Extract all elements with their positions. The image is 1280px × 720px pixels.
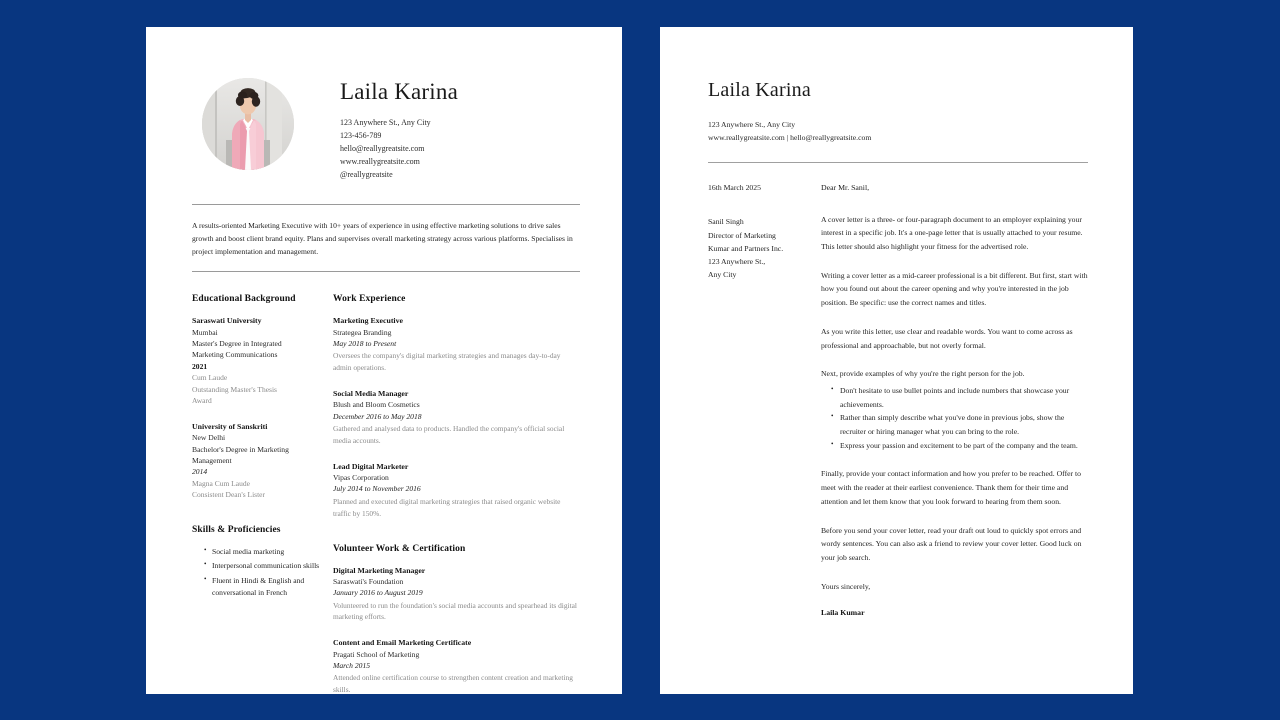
resume-left-column (192, 294, 333, 694)
section-title-skills: Skills & Proficiencies (192, 525, 281, 536)
cover-letter-page (660, 27, 1133, 694)
work-company: Strategea Branding (333, 327, 392, 337)
section-title-education: Educational Background (192, 294, 296, 305)
letter-bullet-list (821, 384, 1088, 453)
volunteer-company: Saraswati's Foundation (333, 576, 404, 586)
volunteer-description: Volunteered to run the foundation's social media accounts and spearhead its digital marketing efforts. (333, 600, 577, 622)
education-degree-line: Marketing Communications (192, 350, 278, 360)
letter-web-line: www.reallygreatsite.com | hello@reallygreatsite.com (708, 133, 872, 143)
letter-paragraph: A cover letter is a three- or four-paragraph document to an employer explaining your interest in a specific job. It's a one-page letter that is usually attached to your resume. This letter should also highlight your fitness for the advertised role. (821, 214, 1083, 252)
education-year: 2014 (192, 467, 208, 477)
volunteer-entry (333, 637, 580, 694)
letter-paragraph: Before you send your cover letter, read your draft out loud to quickly spot errors and wordy sentences. You can also ask a friend to review your cover letter. Good luck on your job search. (821, 525, 1082, 562)
contact-phone: 123-456-789 (340, 131, 382, 141)
education-entry (192, 421, 325, 501)
education-honor: Magna Cum Laude (192, 478, 250, 488)
work-company: Blush and Bloom Cosmetics (333, 400, 420, 410)
list-item: • Fluent in Hindi & English and conversational in French (204, 575, 325, 600)
recipient-title: Director of Marketing (708, 230, 776, 240)
volunteer-description: Attended online certification course to strengthen content creation and marketing skills. (333, 673, 573, 694)
resume-columns (192, 294, 580, 694)
list-item: • Express your passion and excitement to be part of the company and the team. (831, 439, 1088, 453)
skills-list (192, 546, 325, 599)
work-dates: July 2014 to November 2016 (333, 484, 421, 494)
education-honor: Cum Laude (192, 373, 228, 383)
education-school: University of Sanskriti (192, 421, 268, 431)
education-location: Mumbai (192, 327, 218, 337)
avatar (202, 78, 294, 170)
work-company: Vipas Corporation (333, 473, 389, 483)
recipient-city: Any City (708, 270, 737, 280)
list-item: • Rather than simply describe what you've done in previous jobs, show the recruiter or hiring manager what you can bring to the role. (831, 411, 1088, 438)
contact-address: 123 Anywhere St., Any City (340, 118, 431, 128)
recipient-company: Kumar and Partners Inc. (708, 243, 784, 253)
work-role: Marketing Executive (333, 316, 403, 326)
letter-body (708, 182, 1088, 617)
list-item: • Don't hesitate to use bullet points and include numbers that showcase your achievements. (831, 384, 1088, 411)
contact-handle: @reallygreatsite (340, 170, 393, 180)
contact-email: hello@reallygreatsite.com (340, 144, 425, 154)
section-title-volunteer: Volunteer Work & Certification (333, 543, 466, 554)
letter-date: 16th March 2025 (708, 182, 761, 192)
list-item: • Social media marketing (204, 546, 325, 558)
work-dates: May 2018 to Present (333, 338, 397, 348)
work-role: Lead Digital Marketer (333, 461, 409, 471)
resume-header (192, 75, 580, 182)
letter-paragraph: Finally, provide your contact information and how you prefer to be reached. Offer to meet with the reader at their earliest convenience. Thank them for their time and attention and let them know that you look forward to hearing from them soon. (821, 469, 1082, 506)
volunteer-role: Content and Email Marketing Certificate (333, 638, 472, 648)
education-honor: Outstanding Master's Thesis (192, 384, 277, 394)
letter-title: Laila Karina (708, 79, 811, 101)
divider-top (192, 204, 580, 205)
work-description: Oversees the company's digital marketing strategies and manages day-to-day admin operations. (333, 351, 561, 373)
volunteer-dates: March 2015 (333, 660, 371, 670)
education-degree-line: Master's Degree in Integrated (192, 338, 282, 348)
recipient-street: 123 Anywhere St., (708, 257, 766, 267)
section-title-work: Work Experience (333, 294, 406, 305)
work-dates: December 2016 to May 2018 (333, 411, 422, 421)
professional-summary: A results-oriented Marketing Executive with 10+ years of experience in using effective marketing solutions to drive sales growth and boost client brand equity. Plans and supervises overall marketing strategy across various platforms. Specialises in project implementation and management. (192, 221, 573, 257)
education-school: Saraswati University (192, 316, 262, 326)
education-degree-line: Bachelor's Degree in Marketing (192, 444, 289, 454)
letter-bullet-intro: Next, provide examples of why you're the right person for the job. (821, 369, 1025, 379)
work-description: Planned and executed digital marketing strategies that raised organic website traffic by 150%. (333, 496, 561, 518)
education-year: 2021 (192, 361, 208, 371)
recipient-name: Sanil Singh (708, 217, 744, 227)
resume-right-column (333, 294, 580, 694)
letter-content-column (821, 182, 1088, 617)
recipient-block (708, 215, 821, 281)
letter-sign-off: Yours sincerely, (821, 581, 871, 591)
education-entry (192, 315, 325, 407)
work-description: Gathered and analysed data to products. Handled the company's official social media accounts. (333, 424, 565, 445)
work-entry (333, 315, 580, 374)
letter-divider (708, 162, 1088, 163)
resume-page (146, 27, 622, 694)
volunteer-company: Pragati School of Marketing (333, 649, 420, 659)
letter-paragraph: Writing a cover letter as a mid-career professional is a bit different. But first, start with how you found out about the career opening and why you're interested in the job position. Be specific: use the correct names and titles. (821, 270, 1088, 308)
portrait-photo-icon (202, 78, 294, 170)
volunteer-role: Digital Marketing Manager (333, 565, 426, 575)
contact-website: www.reallygreatsite.com (340, 157, 420, 167)
education-degree-line: Management (192, 456, 232, 466)
letter-salutation: Dear Mr. Sanil, (821, 182, 870, 192)
letter-address: 123 Anywhere St., Any City (708, 120, 796, 129)
work-role: Social Media Manager (333, 388, 409, 398)
work-entry (333, 461, 580, 520)
page-title: Laila Karina (340, 79, 458, 104)
education-honor: Award (192, 396, 212, 406)
education-location: New Delhi (192, 433, 226, 443)
education-honor: Consistent Dean's Lister (192, 490, 266, 500)
divider-bottom (192, 271, 580, 272)
volunteer-dates: January 2016 to August 2019 (333, 588, 423, 598)
letter-paragraph: As you write this letter, use clear and readable words. You want to come across as professional and approachable, but not overly formal. (821, 326, 1073, 350)
contact-block (340, 117, 458, 182)
letter-signature: Laila Kumar (821, 607, 865, 617)
letter-contact-block (708, 118, 1088, 145)
work-entry (333, 388, 580, 447)
list-item: • Interpersonal communication skills (204, 560, 325, 572)
volunteer-entry (333, 565, 580, 624)
letter-meta-column (708, 182, 821, 617)
